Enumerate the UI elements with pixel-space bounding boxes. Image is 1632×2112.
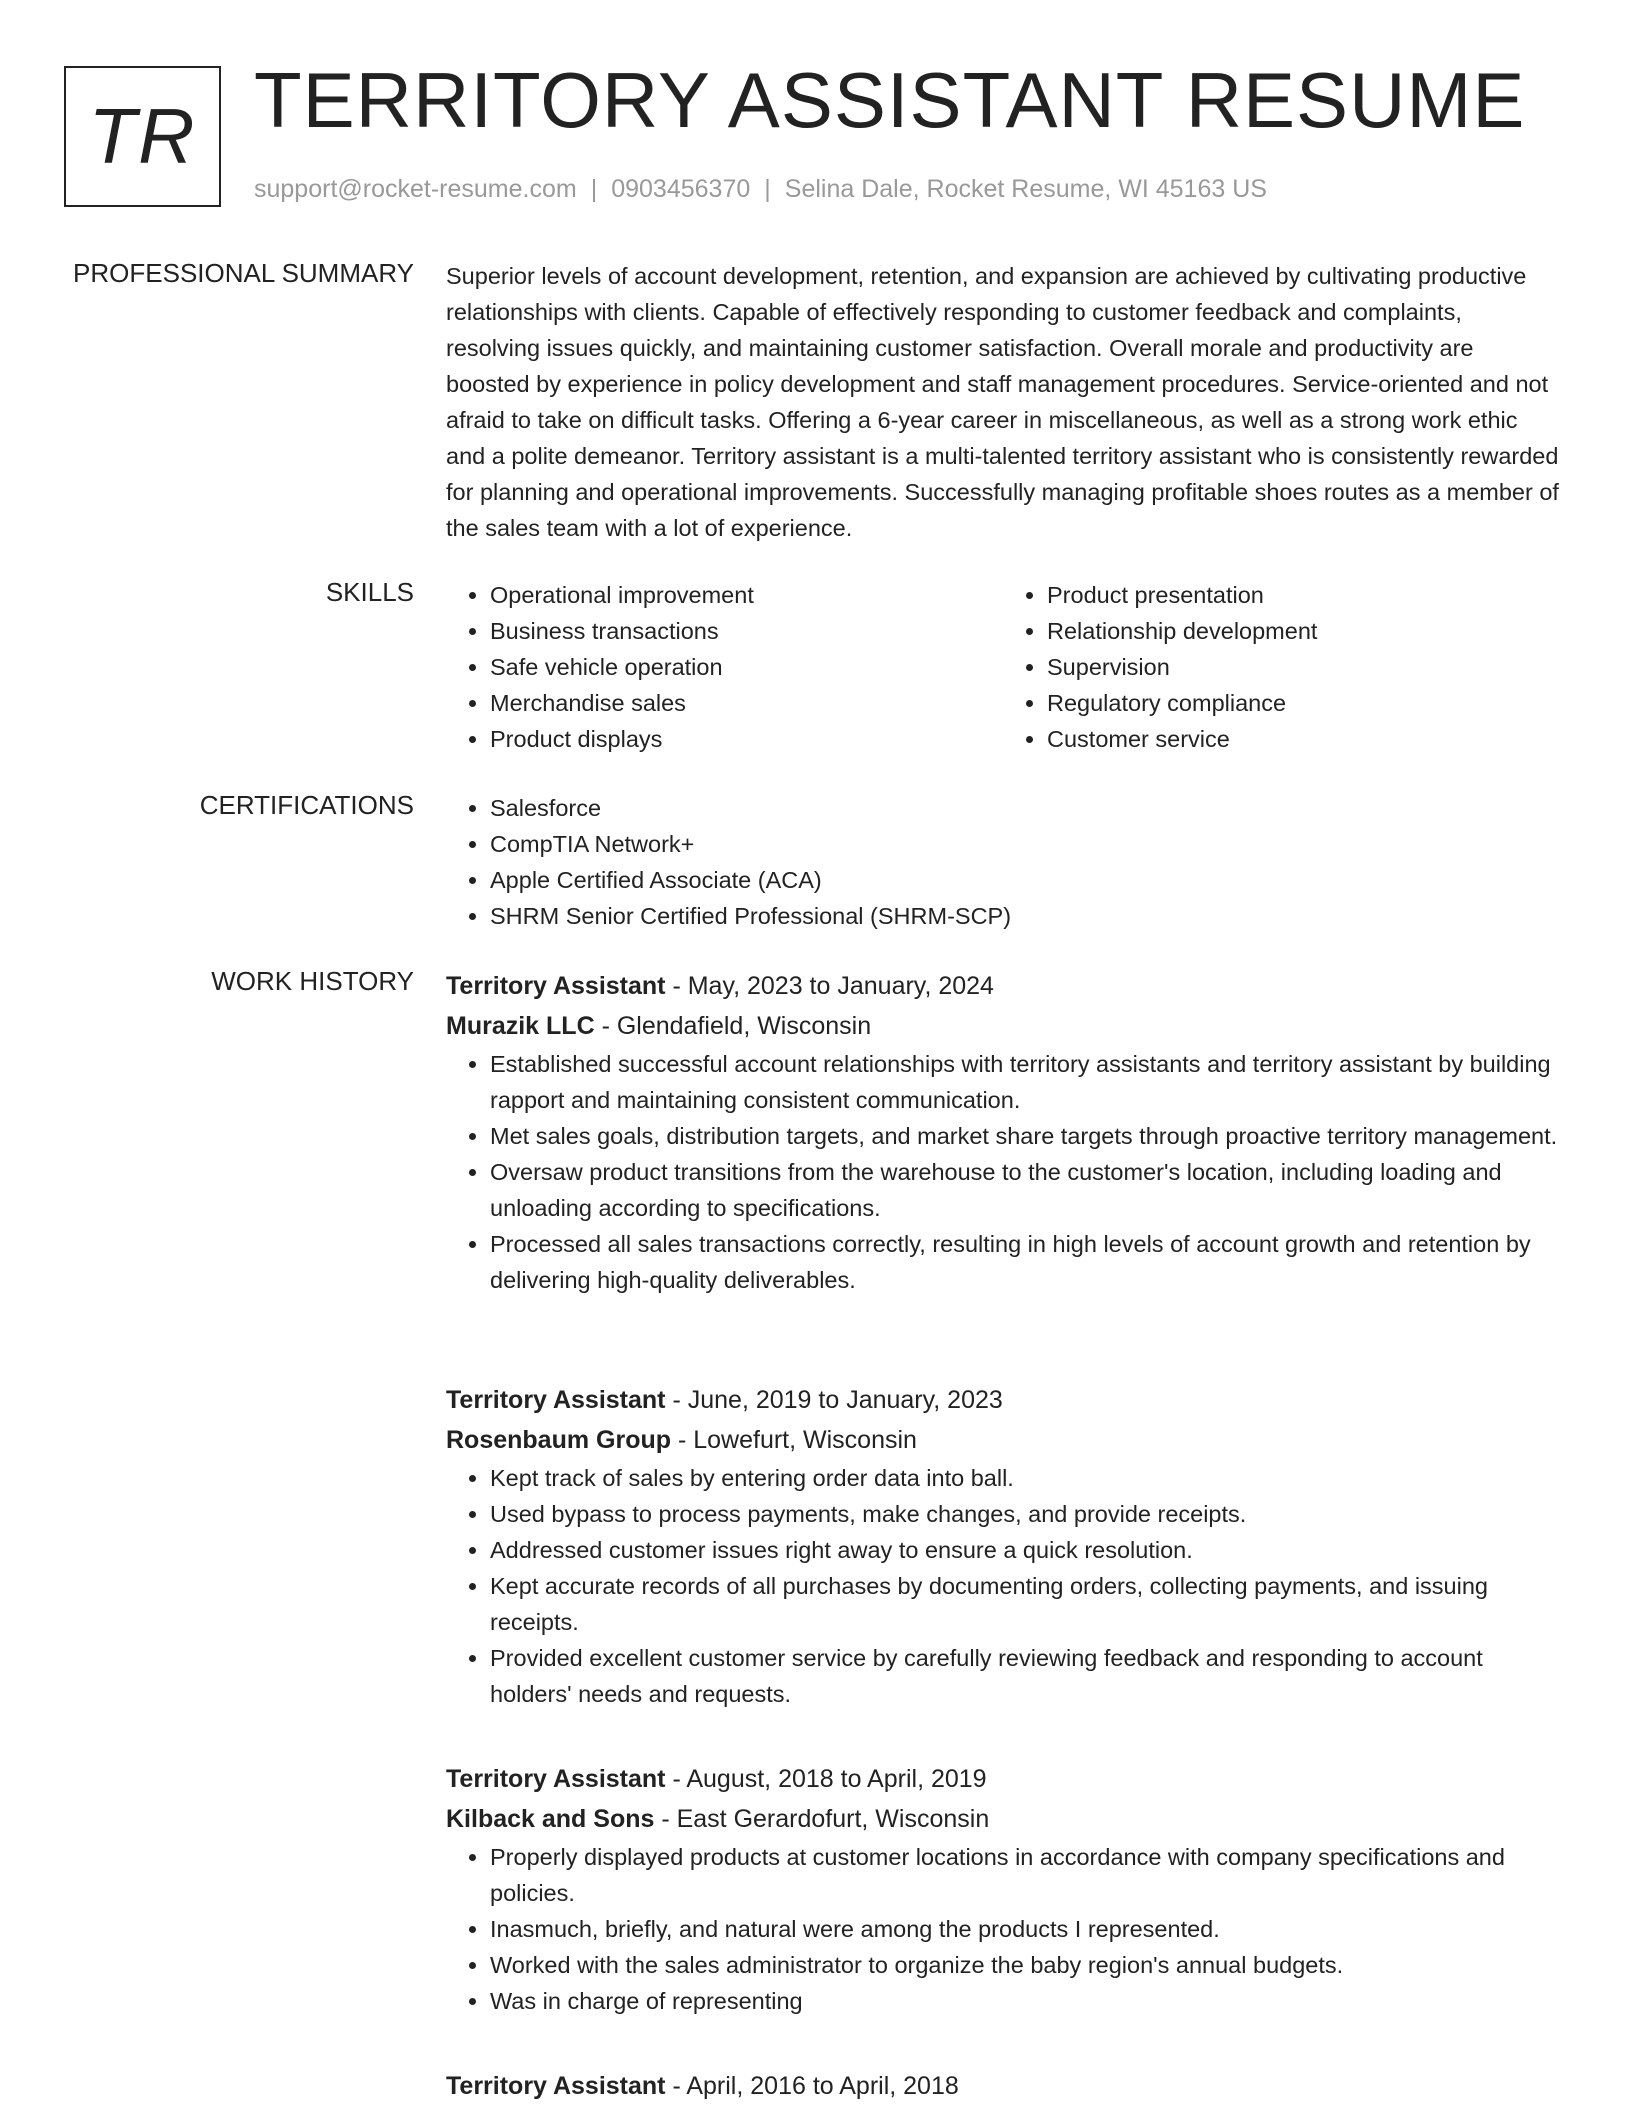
contact-email: support@rocket-resume.com xyxy=(254,175,577,203)
job-duty: • Used bypass to process payments, make changes, and provide receipts. xyxy=(490,1496,1560,1532)
job-company: Rosenbaum Group xyxy=(446,1426,672,1454)
job-title: Territory Assistant xyxy=(446,1765,666,1793)
contact-separator: | xyxy=(764,175,771,203)
skill-item: • Merchandise sales xyxy=(490,685,1003,721)
skill-item: • Relationship development xyxy=(1047,613,1560,649)
summary-label: PROFESSIONAL SUMMARY xyxy=(73,258,414,288)
job-company-line xyxy=(446,1420,1560,1460)
skill-item: • Business transactions xyxy=(490,613,1003,649)
contact-address: Selina Dale, Rocket Resume, WI 45163 US xyxy=(784,175,1267,203)
resume-title: TERRITORY ASSISTANT RESUME xyxy=(254,56,1526,144)
job-duties-list xyxy=(446,1046,1560,1298)
job-entry xyxy=(446,1759,1560,2019)
job-duty: • Provided excellent customer service by carefully reviewing feedback and responding to account holders' needs and requests. xyxy=(490,1640,1560,1712)
job-duties-list xyxy=(446,1839,1560,2019)
skill-item: • Regulatory compliance xyxy=(1047,685,1560,721)
skill-item: • Operational improvement xyxy=(490,577,1003,613)
job-company-line xyxy=(446,1006,1560,1046)
job-duty: • Was in charge of representing xyxy=(490,1983,1560,2019)
job-dates: - June, 2019 to January, 2023 xyxy=(665,1386,1003,1414)
job-dates: - May, 2023 to January, 2024 xyxy=(665,972,994,1000)
job-title-line xyxy=(446,966,1560,1006)
skill-item: • Product displays xyxy=(490,721,1003,757)
skills-label: SKILLS xyxy=(325,577,414,607)
job-duty: • Properly displayed products at customer locations in accordance with company specifications and policies. xyxy=(490,1839,1560,1911)
job-location: - Glendafield, Wisconsin xyxy=(594,1012,872,1040)
work-history-label: WORK HISTORY xyxy=(211,966,414,996)
job-entry xyxy=(446,2066,1560,2106)
job-duty: • Met sales goals, distribution targets, and market share targets through proactive territory management. xyxy=(490,1118,1560,1154)
job-title: Territory Assistant xyxy=(446,2072,666,2100)
certifications-list xyxy=(446,790,1560,934)
job-location: - East Gerardofurt, Wisconsin xyxy=(654,1805,990,1833)
certifications-label: CERTIFICATIONS xyxy=(199,790,414,820)
monogram-logo: TR xyxy=(64,66,221,207)
job-title-line xyxy=(446,1759,1560,1799)
job-duty: • Kept track of sales by entering order data into ball. xyxy=(490,1460,1560,1496)
contact-line xyxy=(254,175,1267,204)
job-duty: • Addressed customer issues right away to ensure a quick resolution. xyxy=(490,1532,1560,1568)
job-company-line xyxy=(446,1799,1560,1839)
contact-separator: | xyxy=(590,175,598,203)
skills-list-left xyxy=(446,577,1003,757)
job-entry xyxy=(446,1380,1560,1712)
job-dates: - April, 2016 to April, 2018 xyxy=(665,2072,959,2100)
skill-item: • Customer service xyxy=(1047,721,1560,757)
job-company: Murazik LLC xyxy=(446,1012,595,1040)
certification-item: • SHRM Senior Certified Professional (SHRM-SCP) xyxy=(490,898,1560,934)
job-duty: • Worked with the sales administrator to organize the baby region's annual budgets. xyxy=(490,1947,1560,1983)
certification-item: • Salesforce xyxy=(490,790,1560,826)
summary-text: Superior levels of account development, retention, and expansion are achieved by cultivating productive relationships with clients. Capable of effectively responding to customer feedback and complaints, resolving issues quickly, and maintaining customer satisfaction. Overall morale and productivity are boosted by experience in policy development and staff management procedures. Service-oriented and not afraid to take on difficult tasks. Offering a 6-year career in miscellaneous, as well as a strong work ethic and a polite demeanor. Territory assistant is a multi-talented territory assistant who is consistently rewarded for planning and operational improvements. Successfully managing profitable shoes routes as a member of the sales team with a lot of experience. xyxy=(446,263,1559,541)
job-duty: • Kept accurate records of all purchases by documenting orders, collecting payments, and issuing receipts. xyxy=(490,1568,1560,1640)
job-title-line xyxy=(446,2066,1560,2106)
skill-item: • Safe vehicle operation xyxy=(490,649,1003,685)
skills-list-right xyxy=(1003,577,1560,757)
job-title: Territory Assistant xyxy=(446,972,666,1000)
job-duty: • Oversaw product transitions from the warehouse to the customer's location, including loading and unloading according to specifications. xyxy=(490,1154,1560,1226)
job-company: Kilback and Sons xyxy=(446,1805,655,1833)
certification-item: • Apple Certified Associate (ACA) xyxy=(490,862,1560,898)
job-title-line xyxy=(446,1380,1560,1420)
contact-phone: 0903456370 xyxy=(611,175,751,203)
job-duty: • Processed all sales transactions correctly, resulting in high levels of account growth and retention by delivering high-quality deliverables. xyxy=(490,1226,1560,1298)
job-location: - Lowefurt, Wisconsin xyxy=(671,1426,917,1454)
job-title: Territory Assistant xyxy=(446,1386,666,1414)
job-duty: • Inasmuch, briefly, and natural were among the products I represented. xyxy=(490,1911,1560,1947)
skill-item: • Supervision xyxy=(1047,649,1560,685)
skill-item: • Product presentation xyxy=(1047,577,1560,613)
job-dates: - August, 2018 to April, 2019 xyxy=(665,1765,987,1793)
job-duty: • Established successful account relationships with territory assistants and territory assistant by building rapport and maintaining consistent communication. xyxy=(490,1046,1560,1118)
job-entry xyxy=(446,966,1560,1298)
job-duties-list xyxy=(446,1460,1560,1712)
certification-item: • CompTIA Network+ xyxy=(490,826,1560,862)
